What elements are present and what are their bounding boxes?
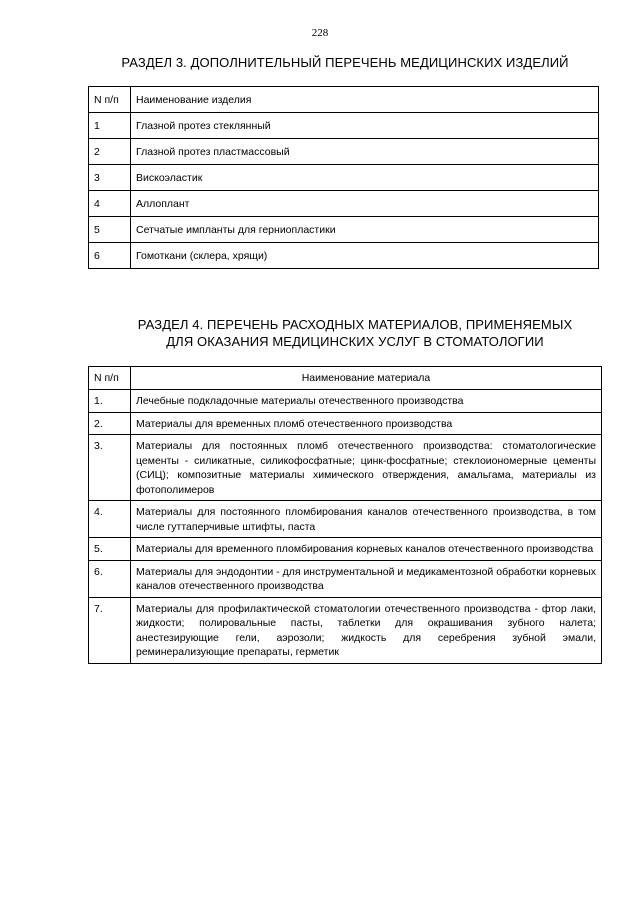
- table-row: [89, 191, 599, 217]
- row-name: Материалы для постоянного пломбирования каналов отечественного производства, в том числе гуттаперчивые штифты, паста: [131, 501, 602, 538]
- row-name: Вискоэластик: [131, 165, 599, 191]
- row-name: Материалы для временных пломб отечественного производства: [131, 412, 602, 435]
- row-number: 5: [89, 217, 131, 243]
- header-number: N п/п: [89, 367, 131, 390]
- section-3-table: [88, 86, 599, 269]
- row-number: 2.: [89, 412, 131, 435]
- header-material-name: Наименование материала: [131, 367, 602, 390]
- row-name: Гомоткани (склера, хрящи): [131, 243, 599, 269]
- table-row: [89, 435, 602, 501]
- section-3-title: РАЗДЕЛ 3. ДОПОЛНИТЕЛЬНЫЙ ПЕРЕЧЕНЬ МЕДИЦИНСКИХ ИЗДЕЛИЙ: [121, 55, 569, 70]
- table-row: [89, 538, 602, 561]
- table-row: [89, 390, 602, 413]
- row-name: Глазной протез стеклянный: [131, 113, 599, 139]
- table-row: [89, 113, 599, 139]
- page-number: 228: [311, 27, 329, 39]
- row-name: Материалы для постоянных пломб отечественного производства: стоматологические цементы - силикатные, силикофосфатные; цинк-фосфатные; стеклоиономерные цементы (СИЦ); композитные материалы химического отверждения, амальгама, материалы из фотополимеров: [131, 435, 602, 501]
- row-name: Материалы для профилактической стоматологии отечественного производства - фтор лаки, жидкости; полировальные пасты, таблетки для окрашивания зубного налета; анестезирующие гели, аэрозоли; жидкость для серебрения зубной эмали, реминерализующие препараты, герметик: [131, 597, 602, 663]
- row-name: Аллоплант: [131, 191, 599, 217]
- row-number: 4.: [89, 501, 131, 538]
- section-4-table: [88, 366, 602, 664]
- header-number: N п/п: [89, 87, 131, 113]
- table-row: [89, 165, 599, 191]
- section-4-title-line-1: РАЗДЕЛ 4. ПЕРЕЧЕНЬ РАСХОДНЫХ МАТЕРИАЛОВ, ПРИМЕНЯЕМЫХ: [137, 317, 573, 332]
- row-name: Глазной протез пластмассовый: [131, 139, 599, 165]
- row-number: 4: [89, 191, 131, 217]
- table-header-row: [89, 367, 602, 390]
- table-row: [89, 560, 602, 597]
- section-4-title: [110, 316, 600, 350]
- row-number: 6.: [89, 560, 131, 597]
- row-number: 6: [89, 243, 131, 269]
- row-number: 1: [89, 113, 131, 139]
- table-row: [89, 243, 599, 269]
- row-number: 3.: [89, 435, 131, 501]
- row-number: 3: [89, 165, 131, 191]
- table-row: [89, 412, 602, 435]
- table-header-row: [89, 87, 599, 113]
- row-name: Сетчатые импланты для герниопластики: [131, 217, 599, 243]
- table-row: [89, 501, 602, 538]
- row-number: 7.: [89, 597, 131, 663]
- table-row: [89, 217, 599, 243]
- row-name: Лечебные подкладочные материалы отечественного производства: [131, 390, 602, 413]
- header-item-name: Наименование изделия: [131, 87, 599, 113]
- row-number: 5.: [89, 538, 131, 561]
- row-number: 2: [89, 139, 131, 165]
- table-row: [89, 597, 602, 663]
- row-name: Материалы для эндодонтии - для инструментальной и медикаментозной обработки корневых каналов отечественного производства: [131, 560, 602, 597]
- row-number: 1.: [89, 390, 131, 413]
- row-name: Материалы для временного пломбирования корневых каналов отечественного производства: [131, 538, 602, 561]
- section-4-title-line-2: ДЛЯ ОКАЗАНИЯ МЕДИЦИНСКИХ УСЛУГ В СТОМАТОЛОГИИ: [166, 334, 544, 349]
- table-row: [89, 139, 599, 165]
